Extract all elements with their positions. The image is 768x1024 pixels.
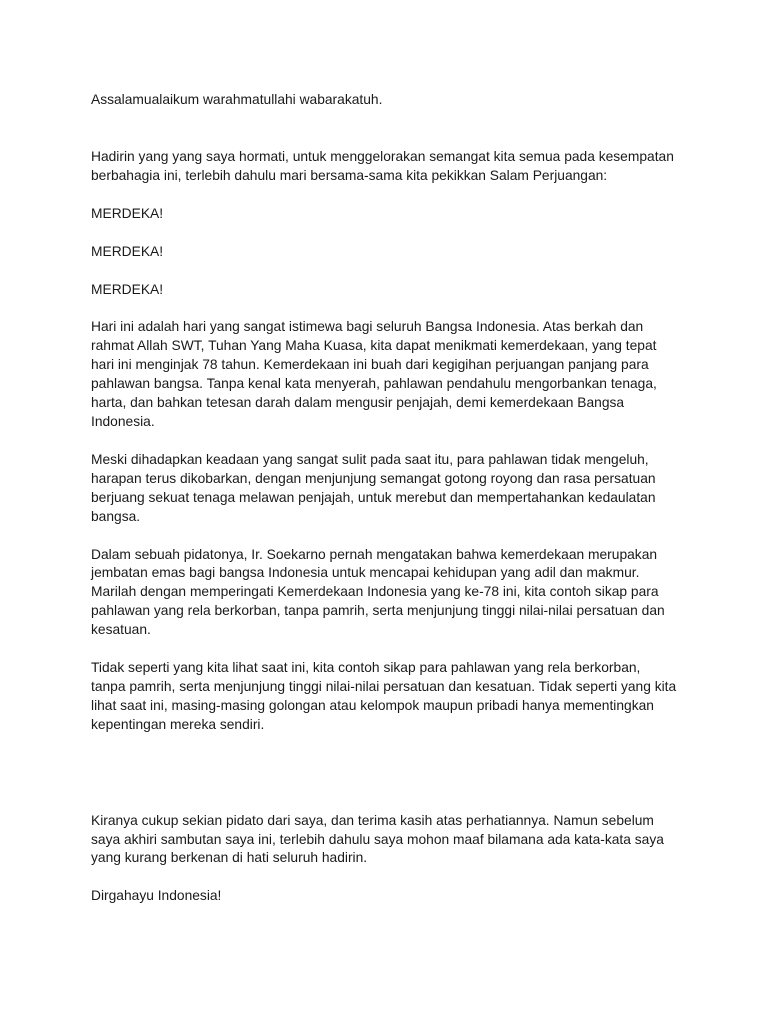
spacer bbox=[91, 299, 691, 318]
intro-paragraph bbox=[91, 148, 691, 186]
spacer bbox=[91, 224, 691, 243]
paragraph-closing bbox=[91, 812, 691, 869]
spacer bbox=[91, 640, 691, 659]
paragraph-heroes bbox=[91, 451, 691, 527]
merdeka-shout: MERDEKA! bbox=[91, 243, 164, 259]
spacer bbox=[91, 868, 691, 887]
paragraph-line: hari ini menginjak 78 tahun. Kemerdekaan ini buah dari kegigihan perjuangan panjang para bbox=[91, 357, 649, 373]
spacer bbox=[91, 527, 691, 546]
intro-line: berbahagia ini, terlebih dahulu mari bersama-sama kita pekikkan Salam Perjuangan: bbox=[91, 167, 608, 183]
merdeka-shout: MERDEKA! bbox=[91, 281, 164, 297]
spacer bbox=[91, 262, 691, 281]
paragraph-independence-day bbox=[91, 318, 691, 431]
paragraph-line: Tidak seperti yang kita lihat saat ini, kita contoh sikap para pahlawan yang rela berkorban, bbox=[91, 660, 641, 676]
paragraph-line: Marilah dengan memperingati Kemerdekaan Indonesia yang ke-78 ini, kita contoh sikap para bbox=[91, 584, 659, 600]
paragraph-line: harta, dan bahkan tetesan darah dalam mengusir penjajah, demi kemerdekaan Bangsa bbox=[91, 395, 625, 411]
paragraph-present-day bbox=[91, 659, 691, 735]
greeting: Assalamualaikum warahmatullahi wabarakatuh. bbox=[91, 92, 383, 107]
paragraph-line: Kiranya cukup sekian pidato dari saya, dan terima kasih atas perhatiannya. Namun sebelum bbox=[91, 812, 654, 828]
paragraph-line: Hari ini adalah hari yang sangat istimewa bagi seluruh Bangsa Indonesia. Atas berkah dan bbox=[91, 319, 644, 335]
paragraph-line: bangsa. bbox=[91, 508, 141, 524]
paragraph-line: lihat saat ini, masing-masing golongan atau kelompok maupun pribadi hanya mementingkan bbox=[91, 697, 654, 713]
speech-text bbox=[91, 91, 691, 906]
paragraph-line: pahlawan yang rela berkorban, tanpa pamrih, serta menjunjung tinggi nilai-nilai persatuan dan bbox=[91, 603, 665, 619]
final-line: Dirgahayu Indonesia! bbox=[91, 888, 222, 904]
spacer bbox=[91, 186, 691, 205]
paragraph-line: Dalam sebuah pidatonya, Ir. Soekarno pernah mengatakan bahwa kemerdekaan merupakan bbox=[91, 546, 658, 562]
intro-line: Hadirin yang yang saya hormati, untuk menggelorakan semangat kita semua pada kesempatan bbox=[91, 148, 674, 164]
paragraph-line: kesatuan. bbox=[91, 622, 151, 638]
paragraph-line: harapan terus dikobarkan, dengan menjunjung semangat gotong royong dan rasa persatuan bbox=[91, 470, 656, 486]
paragraph-soekarno bbox=[91, 546, 691, 641]
paragraph-line: pahlawan bangsa. Tanpa kenal kata menyerah, pahlawan pendahulu mengorbankan tenaga, bbox=[91, 376, 657, 392]
paragraph-line: rahmat Allah SWT, Tuhan Yang Maha Kuasa, kita dapat menikmati kemerdekaan, yang tepat bbox=[91, 338, 657, 354]
paragraph-line: berjuang sekuat tenaga melawan penjajah, untuk merebut dan mempertahankan kedaulatan bbox=[91, 489, 656, 505]
spacer bbox=[91, 110, 691, 148]
spacer bbox=[91, 735, 691, 812]
paragraph-line: yang kurang berkenan di hati seluruh hadirin. bbox=[91, 850, 368, 866]
paragraph-line: kepentingan mereka sendiri. bbox=[91, 716, 265, 732]
merdeka-shout: MERDEKA! bbox=[91, 205, 164, 221]
spacer bbox=[91, 432, 691, 451]
paragraph-line: saya akhiri sambutan saya ini, terlebih dahulu saya mohon maaf bilamana ada kata-kata saya bbox=[91, 831, 664, 847]
paragraph-line: Meski dihadapkan keadaan yang sangat sulit pada saat itu, para pahlawan tidak mengeluh, bbox=[91, 451, 649, 467]
paragraph-line: tanpa pamrih, serta menjunjung tinggi nilai-nilai persatuan dan kesatuan. Tidak seperti yang kita bbox=[91, 678, 677, 694]
paragraph-line: jembatan emas bagi bangsa Indonesia untuk mencapai kehidupan yang adil dan makmur. bbox=[91, 565, 640, 581]
paragraph-line: Indonesia. bbox=[91, 413, 155, 429]
